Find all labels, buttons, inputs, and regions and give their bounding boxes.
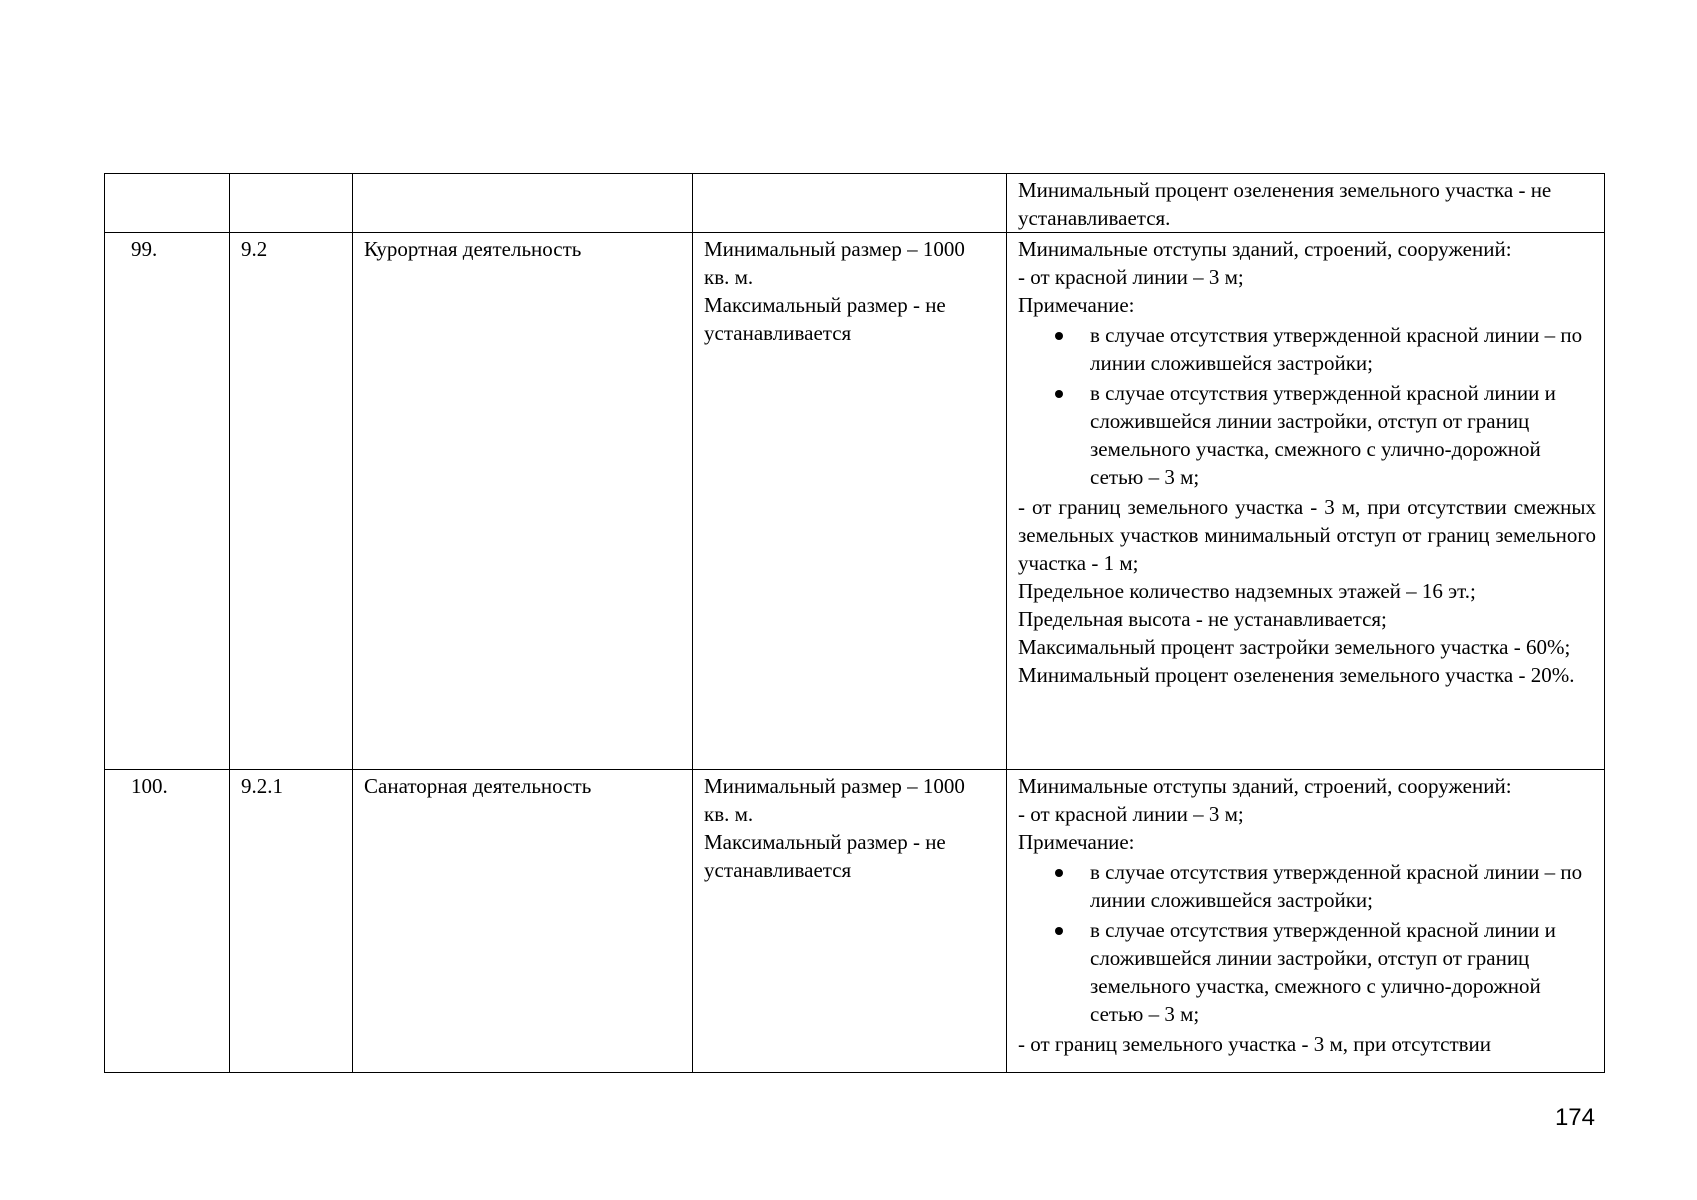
note-label: Примечание: xyxy=(1018,830,1135,854)
green-percent: Минимальный процент озеленения земельного участка - 20%. xyxy=(1018,663,1575,687)
note-list xyxy=(1018,321,1596,491)
page-number: 174 xyxy=(1554,1104,1595,1131)
cell-code xyxy=(230,174,353,233)
list-item: в случае отсутствия утвержденной красной линии – по линии сложившейся застройки; xyxy=(1090,858,1596,914)
cell-code: 9.2 xyxy=(230,233,353,770)
red-line-setback: - от красной линии – 3 м; xyxy=(1018,265,1244,289)
list-item: в случае отсутствия утвержденной красной линии – по линии сложившейся застройки; xyxy=(1090,321,1596,377)
list-item: в случае отсутствия утвержденной красной линии и сложившейся линии застройки, отступ от границ земельного участка, смежного с улично-дорожной сетью – 3 м; xyxy=(1090,379,1596,491)
green-percent-text: Минимальный процент озеленения земельного участка - не устанавливается. xyxy=(1018,178,1552,230)
cell-code: 9.2.1 xyxy=(230,770,353,1073)
land-use-regulations-table xyxy=(104,173,1605,1073)
min-size-text: Минимальный размер – 1000 кв. м. xyxy=(704,237,965,289)
cell-name: Курортная деятельность xyxy=(353,233,693,770)
build-percent: Максимальный процент застройки земельного участка - 60%; xyxy=(1018,635,1571,659)
cell-size xyxy=(693,770,1007,1073)
list-item: в случае отсутствия утвержденной красной линии и сложившейся линии застройки, отступ от границ земельного участка, смежного с улично-дорожной сетью – 3 м; xyxy=(1090,916,1596,1028)
red-line-setback: - от красной линии – 3 м; xyxy=(1018,802,1244,826)
cell-requirements xyxy=(1007,233,1605,770)
cell-size xyxy=(693,174,1007,233)
cell-name xyxy=(353,174,693,233)
cell-number: 100. xyxy=(105,770,230,1073)
min-size-text: Минимальный размер – 1000 кв. м. xyxy=(704,774,965,826)
cell-number xyxy=(105,174,230,233)
setbacks-title: Минимальные отступы зданий, строений, сооружений: xyxy=(1018,237,1512,261)
max-size-text: Максимальный размер - не устанавливается xyxy=(704,830,946,882)
note-label: Примечание: xyxy=(1018,293,1135,317)
cell-size xyxy=(693,233,1007,770)
cell-requirements xyxy=(1007,174,1605,233)
boundary-setback: - от границ земельного участка - 3 м, при отсутствии смежных земельных участков минимальный отступ от границ земельного участка - 1 м; xyxy=(1018,495,1596,575)
cell-number: 99. xyxy=(105,233,230,770)
table-row xyxy=(105,770,1605,1073)
setbacks-title: Минимальные отступы зданий, строений, сооружений: xyxy=(1018,774,1512,798)
boundary-setback: - от границ земельного участка - 3 м, при отсутствии xyxy=(1018,1032,1492,1056)
floors-limit: Предельное количество надземных этажей – 16 эт.; xyxy=(1018,579,1476,603)
table-row xyxy=(105,233,1605,770)
height-limit: Предельная высота - не устанавливается; xyxy=(1018,607,1387,631)
table-row-continuation xyxy=(105,174,1605,233)
cell-name: Санаторная деятельность xyxy=(353,770,693,1073)
note-list xyxy=(1018,858,1596,1028)
max-size-text: Максимальный размер - не устанавливается xyxy=(704,293,946,345)
cell-requirements xyxy=(1007,770,1605,1073)
